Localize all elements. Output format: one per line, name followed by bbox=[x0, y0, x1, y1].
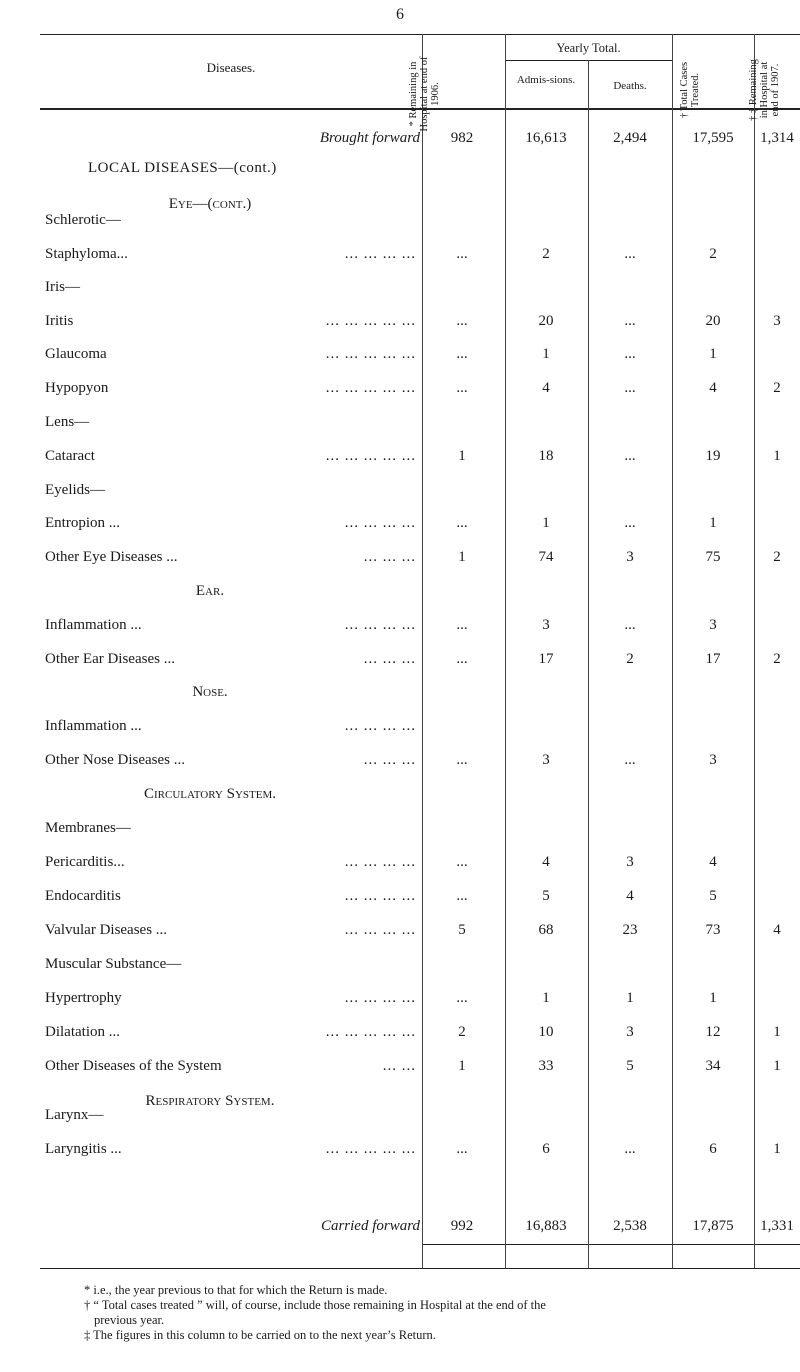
cell-c2: 5 bbox=[542, 888, 550, 904]
cell-c2: 1 bbox=[542, 346, 550, 362]
cell-c4: 12 bbox=[705, 1024, 721, 1040]
leader-dots: ... ... ... ... ... bbox=[325, 448, 416, 464]
cell-c3: ... bbox=[624, 448, 636, 464]
cell-c5: 1 bbox=[773, 1024, 781, 1040]
table-row bbox=[0, 380, 800, 402]
row-label: Dilatation ... bbox=[45, 1024, 120, 1040]
cell-c2: 3 bbox=[542, 752, 550, 768]
cell-c3: 23 bbox=[622, 922, 638, 938]
cell-c3: 3 bbox=[626, 549, 634, 565]
row-label: LOCAL DISEASES—(cont.) bbox=[88, 160, 277, 176]
table-row bbox=[0, 1058, 800, 1080]
cell-c3: 2,494 bbox=[613, 130, 647, 146]
cell-c4: 1 bbox=[709, 990, 717, 1006]
footnote-1: * i.e., the year previous to that for which the Return is made. bbox=[84, 1283, 388, 1297]
row-label: Other Nose Diseases ... bbox=[45, 752, 185, 768]
row-label: Larynx— bbox=[45, 1107, 104, 1123]
row-label: Ear. bbox=[195, 583, 225, 599]
table-row bbox=[0, 414, 800, 436]
cell-c2: 18 bbox=[538, 448, 554, 464]
cell-c4: 2 bbox=[709, 246, 717, 262]
header-diseases: Diseases. bbox=[206, 60, 256, 75]
table-row bbox=[0, 820, 800, 842]
row-label: Schlerotic— bbox=[45, 212, 121, 228]
table-row bbox=[0, 922, 800, 944]
cell-c3: 2,538 bbox=[613, 1218, 647, 1234]
table-row bbox=[0, 752, 800, 774]
cell-c1: ... bbox=[456, 990, 468, 1006]
row-label: Brought forward bbox=[319, 130, 420, 146]
cell-c1: 1 bbox=[458, 448, 466, 464]
row-label: Eye—(cont.) bbox=[168, 196, 252, 212]
table-row bbox=[0, 617, 800, 639]
footnote-2-continued: previous year. bbox=[94, 1313, 165, 1327]
cell-c5: 1 bbox=[773, 1141, 781, 1157]
cell-c3: ... bbox=[624, 1141, 636, 1157]
leader-dots: ... ... ... ... bbox=[344, 888, 416, 904]
cell-c4: 17,595 bbox=[692, 130, 734, 146]
leader-dots: ... ... ... ... bbox=[344, 718, 416, 734]
cell-c4: 6 bbox=[709, 1141, 717, 1157]
cell-c3: 1 bbox=[626, 990, 634, 1006]
table-row bbox=[0, 482, 800, 504]
cell-c2: 2 bbox=[542, 246, 550, 262]
table-row bbox=[0, 651, 800, 673]
cell-c2: 4 bbox=[542, 854, 550, 870]
table-row bbox=[0, 246, 800, 268]
table-row bbox=[0, 279, 800, 301]
total-top-rule bbox=[422, 1244, 800, 1245]
cell-c4: 34 bbox=[705, 1058, 721, 1074]
table-row bbox=[0, 583, 800, 605]
row-label: Muscular Substance— bbox=[45, 956, 182, 972]
cell-c1: 2 bbox=[458, 1024, 466, 1040]
cell-c2: 74 bbox=[538, 549, 554, 565]
cell-c1: ... bbox=[456, 346, 468, 362]
row-label: Pericarditis... bbox=[45, 854, 125, 870]
row-label: Membranes— bbox=[45, 820, 131, 836]
table-row bbox=[0, 1141, 800, 1163]
cell-c2: 68 bbox=[538, 922, 554, 938]
cell-c5: 2 bbox=[773, 651, 781, 667]
row-label: Glaucoma bbox=[45, 346, 107, 362]
cell-c1: 5 bbox=[458, 922, 466, 938]
row-label: Nose. bbox=[192, 684, 228, 700]
cell-c2: 1 bbox=[542, 515, 550, 531]
row-label: Other Eye Diseases ... bbox=[45, 549, 178, 565]
leader-dots: ... ... ... ... bbox=[344, 854, 416, 870]
header-deaths: Deaths. bbox=[613, 80, 647, 92]
row-label: Eyelids— bbox=[45, 482, 105, 498]
row-label: Cataract bbox=[45, 448, 95, 464]
cell-c5: 2 bbox=[773, 380, 781, 396]
cell-c1: ... bbox=[456, 888, 468, 904]
leader-dots: ... ... ... ... ... bbox=[325, 313, 416, 329]
cell-c4: 4 bbox=[709, 380, 717, 396]
leader-dots: ... ... ... ... bbox=[344, 922, 416, 938]
cell-c4: 4 bbox=[709, 854, 717, 870]
table-row bbox=[0, 160, 800, 182]
row-label: Hypertrophy bbox=[45, 990, 122, 1006]
cell-c4: 19 bbox=[705, 448, 721, 464]
cell-c1: ... bbox=[456, 380, 468, 396]
cell-c3: 3 bbox=[626, 1024, 634, 1040]
cell-c3: ... bbox=[624, 752, 636, 768]
cell-c5: 2 bbox=[773, 549, 781, 565]
leader-dots: ... ... ... ... ... bbox=[325, 1024, 416, 1040]
cell-c1: 1 bbox=[458, 549, 466, 565]
leader-dots: ... ... ... ... ... bbox=[325, 380, 416, 396]
table-row bbox=[0, 130, 800, 152]
cell-c5: 1 bbox=[773, 1058, 781, 1074]
table-row bbox=[0, 1218, 800, 1240]
header-total-cases: † Total Cases Treated. bbox=[679, 61, 701, 119]
leader-dots: ... ... ... ... bbox=[344, 990, 416, 1006]
cell-c5: 1,314 bbox=[760, 130, 794, 146]
leader-dots: ... ... ... bbox=[363, 752, 416, 768]
cell-c5: 1,331 bbox=[760, 1218, 794, 1234]
cell-c1: ... bbox=[456, 313, 468, 329]
row-label: Hypopyon bbox=[45, 380, 109, 396]
cell-c3: 4 bbox=[626, 888, 634, 904]
table-row bbox=[0, 346, 800, 368]
cell-c2: 17 bbox=[538, 651, 554, 667]
row-label: Inflammation ... bbox=[45, 617, 142, 633]
table-row bbox=[0, 684, 800, 706]
cell-c2: 33 bbox=[538, 1058, 554, 1074]
table-row bbox=[0, 786, 800, 808]
row-label: Entropion ... bbox=[45, 515, 120, 531]
table-row bbox=[0, 448, 800, 470]
row-label: Valvular Diseases ... bbox=[45, 922, 168, 938]
cell-c3: ... bbox=[624, 617, 636, 633]
row-label: Laryngitis ... bbox=[45, 1141, 122, 1157]
cell-c1: 992 bbox=[450, 1218, 474, 1234]
cell-c2: 6 bbox=[542, 1141, 550, 1157]
cell-c4: 17,875 bbox=[692, 1218, 734, 1234]
leader-dots: ... ... ... ... ... bbox=[325, 346, 416, 362]
cell-c2: 1 bbox=[542, 990, 550, 1006]
leader-dots: ... ... ... ... bbox=[344, 617, 416, 633]
row-label: Lens— bbox=[45, 414, 90, 430]
leader-dots: ... ... ... ... bbox=[344, 246, 416, 262]
cell-c2: 16,613 bbox=[525, 130, 567, 146]
cell-c3: ... bbox=[624, 515, 636, 531]
cell-c5: 3 bbox=[773, 313, 781, 329]
cell-c4: 1 bbox=[709, 515, 717, 531]
page-number: 6 bbox=[396, 6, 404, 23]
row-label: Endocarditis bbox=[45, 888, 121, 904]
table-row bbox=[0, 549, 800, 571]
cell-c1: ... bbox=[456, 854, 468, 870]
cell-c3: 2 bbox=[626, 651, 634, 667]
cell-c1: ... bbox=[456, 1141, 468, 1157]
row-label: Inflammation ... bbox=[45, 718, 142, 734]
cell-c4: 75 bbox=[705, 549, 721, 565]
table-row bbox=[0, 854, 800, 876]
cell-c1: ... bbox=[456, 246, 468, 262]
cell-c2: 3 bbox=[542, 617, 550, 633]
table-row bbox=[0, 888, 800, 910]
leader-dots: ... ... ... ... ... bbox=[325, 1141, 416, 1157]
table-row bbox=[0, 990, 800, 1012]
row-label: Respiratory System. bbox=[145, 1093, 275, 1109]
cell-c4: 3 bbox=[709, 752, 717, 768]
footnotes bbox=[84, 1283, 784, 1343]
table-row bbox=[0, 313, 800, 335]
cell-c3: ... bbox=[624, 313, 636, 329]
row-label: Staphyloma... bbox=[45, 246, 128, 262]
cell-c4: 73 bbox=[705, 922, 721, 938]
table-row bbox=[0, 1024, 800, 1046]
footnote-3: ‡ The figures in this column to be carried on to the next year’s Return. bbox=[84, 1328, 436, 1342]
header-remaining-end: † ‡ Remaining in Hospital at end of 1907. bbox=[748, 59, 781, 121]
cell-c2: 4 bbox=[542, 380, 550, 396]
cell-c3: ... bbox=[624, 246, 636, 262]
table-row bbox=[0, 515, 800, 537]
table-row bbox=[0, 718, 800, 740]
leader-dots: ... ... ... ... bbox=[344, 515, 416, 531]
cell-c1: ... bbox=[456, 752, 468, 768]
cell-c3: 3 bbox=[626, 854, 634, 870]
leader-dots: ... ... ... bbox=[363, 549, 416, 565]
cell-c3: ... bbox=[624, 380, 636, 396]
table-bottom-rule bbox=[40, 1268, 800, 1269]
cell-c4: 17 bbox=[705, 651, 721, 667]
cell-c1: 982 bbox=[450, 130, 474, 146]
cell-c2: 16,883 bbox=[525, 1218, 567, 1234]
table-row bbox=[0, 1107, 800, 1129]
table-top-rule bbox=[40, 34, 800, 35]
leader-dots: ... ... ... bbox=[363, 651, 416, 667]
cell-c3: 5 bbox=[626, 1058, 634, 1074]
header-yearly-total: Yearly Total. bbox=[556, 41, 621, 55]
header-admissions: Admis-sions. bbox=[516, 74, 576, 86]
row-label: Iris— bbox=[45, 279, 80, 295]
cell-c5: 4 bbox=[773, 922, 781, 938]
cell-c4: 3 bbox=[709, 617, 717, 633]
cell-c2: 10 bbox=[538, 1024, 554, 1040]
cell-c1: ... bbox=[456, 651, 468, 667]
cell-c3: ... bbox=[624, 346, 636, 362]
row-label: Other Ear Diseases ... bbox=[45, 651, 175, 667]
row-label: Circulatory System. bbox=[144, 786, 276, 802]
footnote-2: † “ Total cases treated ” will, of course, include those remaining in Hospital at the end of the bbox=[84, 1298, 546, 1312]
cell-c4: 1 bbox=[709, 346, 717, 362]
cell-c2: 20 bbox=[538, 313, 554, 329]
cell-c4: 20 bbox=[705, 313, 721, 329]
row-label: Iritis bbox=[45, 313, 74, 329]
cell-c1: ... bbox=[456, 617, 468, 633]
cell-c1: ... bbox=[456, 515, 468, 531]
table-row bbox=[0, 956, 800, 978]
cell-c4: 5 bbox=[709, 888, 717, 904]
cell-c1: 1 bbox=[458, 1058, 466, 1074]
header-remaining-start: * Remaining in Hospital at end of 1906. bbox=[408, 56, 441, 132]
cell-c5: 1 bbox=[773, 448, 781, 464]
leader-dots: ... ... bbox=[382, 1058, 416, 1074]
table-row bbox=[0, 212, 800, 234]
row-label: Carried forward bbox=[320, 1218, 420, 1234]
row-label: Other Diseases of the System bbox=[45, 1058, 222, 1074]
